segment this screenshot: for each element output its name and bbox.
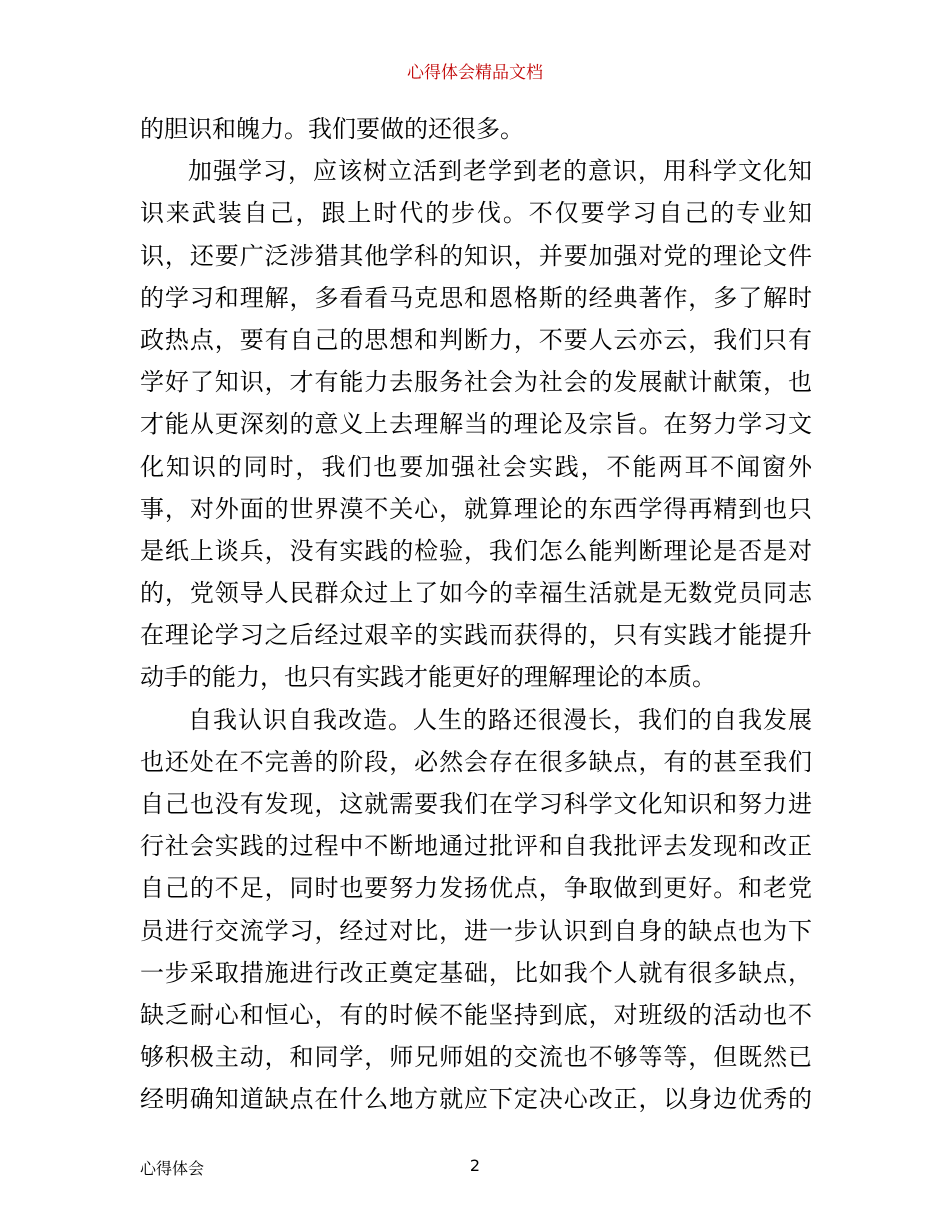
paragraph-line: 化知识的同时，我们也要加强社会实践，不能两耳不闻窗外 <box>140 452 812 481</box>
paragraph-line: 识来武装自己，跟上时代的步伐。不仅要学习自己的专业知 <box>140 199 812 228</box>
paragraph-line: 才能从更深刻的意义上去理解当的理论及宗旨。在努力学习文 <box>140 410 812 439</box>
document-header-title: 心得体会精品文档 <box>407 63 543 83</box>
paragraph-line: 在理论学习之后经过艰辛的实践而获得的，只有实践才能提升 <box>140 621 812 650</box>
paragraph-line: 经明确知道缺点在什么地方就应下定决心改正，以身边优秀的 <box>140 1085 812 1114</box>
paragraph-line: 的学习和理解，多看看马克思和恩格斯的经典著作，多了解时 <box>140 283 812 312</box>
paragraph-line: 自我认识自我改造。人生的路还很漫长，我们的自我发展 <box>188 705 812 734</box>
paragraph-line: 也还处在不完善的阶段，必然会存在很多缺点，有的甚至我们 <box>140 747 812 776</box>
paragraph-line: 的，党领导人民群众过上了如今的幸福生活就是无数党员同志 <box>140 579 812 608</box>
document-body <box>140 108 812 1121</box>
paragraph-line: 学好了知识，才有能力去服务社会为社会的发展献计献策，也 <box>140 368 812 397</box>
paragraph-line: 是纸上谈兵，没有实践的检验，我们怎么能判断理论是否是对 <box>140 536 812 565</box>
paragraph-line: 加强学习，应该树立活到老学到老的意识，用科学文化知 <box>188 157 812 186</box>
paragraph-line: 识，还要广泛涉猎其他学科的知识，并要加强对党的理论文件 <box>140 241 812 270</box>
paragraph-line: 够积极主动，和同学，师兄师姐的交流也不够等等，但既然已 <box>140 1043 812 1072</box>
paragraph-line: 政热点，要有自己的思想和判断力，不要人云亦云，我们只有 <box>140 325 812 354</box>
paragraph-line: 的胆识和魄力。我们要做的还很多。 <box>140 115 524 143</box>
paragraph-line: 自己的不足，同时也要努力发扬优点，争取做到更好。和老党 <box>140 874 812 903</box>
paragraph-line: 缺乏耐心和恒心，有的时候不能坚持到底，对班级的活动也不 <box>140 1000 812 1029</box>
page-number: 2 <box>469 1156 481 1175</box>
paragraph-line: 事，对外面的世界漠不关心，就算理论的东西学得再精到也只 <box>140 494 812 523</box>
paragraph-line: 一步采取措施进行改正奠定基础，比如我个人就有很多缺点， <box>140 958 812 987</box>
paragraph-line: 动手的能力，也只有实践才能更好的理解理论的本质。 <box>140 663 716 692</box>
paragraph-line: 行社会实践的过程中不断地通过批评和自我批评去发现和改正 <box>140 832 812 861</box>
paragraph-line: 自己也没有发现，这就需要我们在学习科学文化知识和努力进 <box>140 790 812 818</box>
paragraph-line: 员进行交流学习，经过对比，进一步认识到自身的缺点也为下 <box>140 916 812 945</box>
footer-label: 心得体会 <box>140 1159 205 1178</box>
